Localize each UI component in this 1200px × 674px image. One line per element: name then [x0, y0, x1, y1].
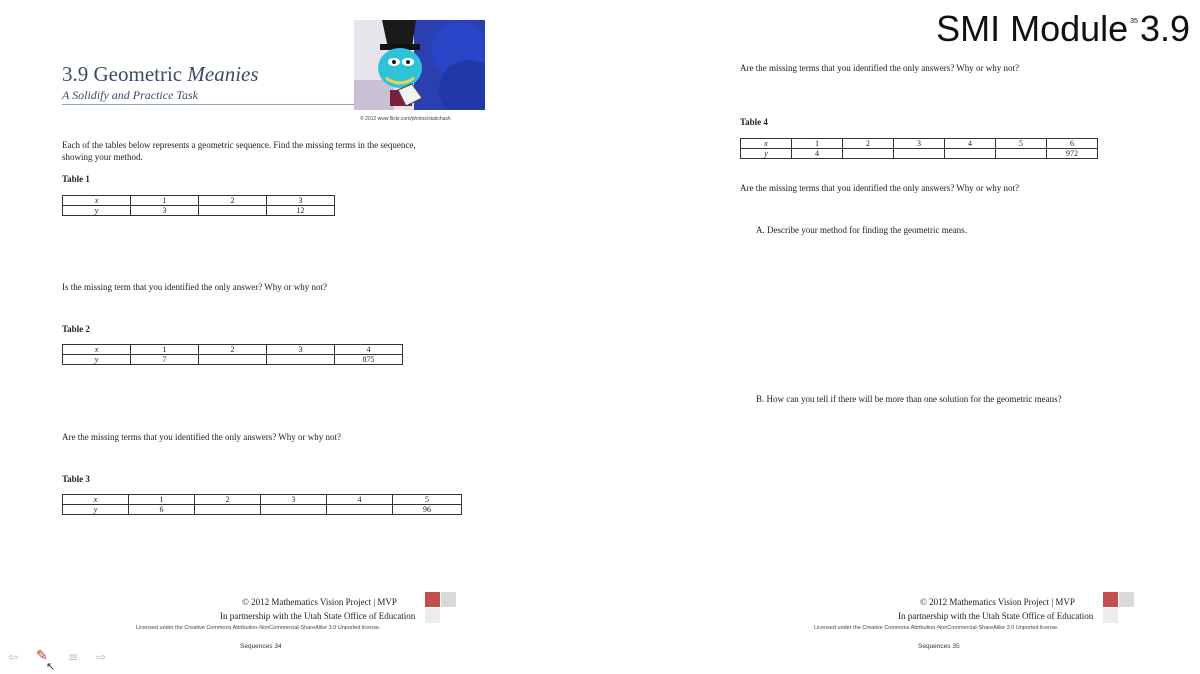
- table-cell: 4: [792, 149, 843, 159]
- table-cell: 972: [1047, 149, 1098, 159]
- table-cell: [945, 149, 996, 159]
- table-cell: 5: [996, 139, 1047, 149]
- table-row: [63, 345, 403, 355]
- table-cell: 7: [131, 355, 199, 365]
- mvp-logo-square: [425, 608, 440, 623]
- question-2: Are the missing terms that you identified the only answers? Why or why not?: [62, 432, 342, 442]
- table-row: [63, 505, 462, 515]
- mvp-logo-square: [1103, 608, 1118, 623]
- table-cell: y: [741, 149, 792, 159]
- table-3: [62, 494, 462, 515]
- table-4-label: Table 4: [740, 117, 768, 127]
- table-cell: [195, 505, 261, 515]
- task-title-number: 3.9 Geometric: [62, 62, 183, 86]
- task-title: [62, 62, 259, 87]
- table-row: [63, 196, 335, 206]
- next-slide-icon[interactable]: ⇨: [96, 650, 107, 664]
- task-title-italic: Meanies: [187, 62, 259, 86]
- page-number-right: Sequences 35: [918, 643, 960, 650]
- mvp-logo-square: [1103, 592, 1118, 607]
- module-title-prefix: SMI Module: [936, 8, 1129, 49]
- table-row: [741, 149, 1098, 159]
- meanie-photo: [354, 20, 485, 110]
- question-1: Is the missing term that you identified the only answer? Why or why not?: [62, 282, 328, 292]
- table-cell: 3: [267, 196, 335, 206]
- table-2: [62, 344, 403, 365]
- task-subtitle: A Solidify and Practice Task: [62, 88, 198, 102]
- table-cell: 4: [335, 345, 403, 355]
- page-number-left: Sequences 34: [240, 643, 282, 650]
- footer-partnership-left: In partnership with the Utah State Office of Education: [220, 611, 416, 621]
- table-3-label: Table 3: [62, 474, 90, 484]
- table-cell: 3: [267, 345, 335, 355]
- table-cell: [843, 149, 894, 159]
- table-row: [741, 139, 1098, 149]
- table-cell: [199, 206, 267, 216]
- cursor-icon: ↖: [46, 660, 56, 673]
- table-cell: 1: [131, 196, 199, 206]
- table-cell: 1: [131, 345, 199, 355]
- table-cell: [267, 355, 335, 365]
- table-cell: [894, 149, 945, 159]
- question-top-right: Are the missing terms that you identified the only answers? Why or why not?: [740, 63, 1020, 73]
- module-title-sup: 35: [1130, 18, 1138, 25]
- table-cell: x: [63, 345, 131, 355]
- title-divider: [62, 104, 354, 105]
- prev-slide-icon[interactable]: ⇦: [8, 650, 19, 664]
- table-cell: 2: [199, 345, 267, 355]
- footer-copyright-left: © 2012 Mathematics Vision Project | MVP: [242, 597, 397, 607]
- mvp-logo-square: [441, 592, 456, 607]
- table-cell: x: [63, 196, 131, 206]
- table-cell: 875: [335, 355, 403, 365]
- table-cell: x: [63, 495, 129, 505]
- table-cell: 3: [131, 206, 199, 216]
- table-cell: 3: [261, 495, 327, 505]
- footer-copyright-right: © 2012 Mathematics Vision Project | MVP: [920, 597, 1075, 607]
- menu-icon[interactable]: ≡: [68, 650, 79, 664]
- table-row: [63, 355, 403, 365]
- table-cell: 1: [129, 495, 195, 505]
- table-cell: y: [63, 206, 131, 216]
- mvp-logo-square: [1119, 592, 1134, 607]
- table-cell: 3: [894, 139, 945, 149]
- part-b: B. How can you tell if there will be more than one solution for the geometric means?: [756, 394, 1062, 404]
- table-cell: y: [63, 505, 129, 515]
- table-2-label: Table 2: [62, 324, 90, 334]
- table-cell: [996, 149, 1047, 159]
- instructions-line-2: showing your method.: [62, 152, 143, 162]
- table-cell: [199, 355, 267, 365]
- table-cell: 1: [792, 139, 843, 149]
- table-cell: 12: [267, 206, 335, 216]
- table-cell: x: [741, 139, 792, 149]
- part-a: A. Describe your method for finding the geometric means.: [756, 225, 967, 235]
- table-4: [740, 138, 1098, 159]
- footer-license-left: Licensed under the Creative Commons Attribution-NonCommercial-ShareAlike 3.0 Unported license.: [136, 625, 381, 631]
- instructions-line-1: Each of the tables below represents a geometric sequence. Find the missing terms in the sequence,: [62, 140, 416, 150]
- table-cell: y: [63, 355, 131, 365]
- table-cell: 5: [393, 495, 462, 505]
- module-title-number: 3.9: [1139, 8, 1190, 49]
- table-cell: [261, 505, 327, 515]
- footer-license-right: Licensed under the Creative Commons Attribution-NonCommercial-ShareAlike 3.0 Unported license.: [814, 625, 1059, 631]
- table-1-label: Table 1: [62, 174, 90, 184]
- table-cell: 4: [945, 139, 996, 149]
- table-1: [62, 195, 335, 216]
- photo-credit: © 2012 www.flickr.com/photos/statichash: [360, 116, 451, 122]
- mvp-logo-square: [425, 592, 440, 607]
- table-cell: 6: [1047, 139, 1098, 149]
- table-cell: 2: [195, 495, 261, 505]
- table-row: [63, 495, 462, 505]
- table-cell: 2: [199, 196, 267, 206]
- pen-icon[interactable]: ✎: [36, 648, 48, 664]
- table-cell: 96: [393, 505, 462, 515]
- table-cell: 6: [129, 505, 195, 515]
- table-row: [63, 206, 335, 216]
- footer-partnership-right: In partnership with the Utah State Office of Education: [898, 611, 1094, 621]
- module-title: [936, 8, 1190, 50]
- question-3: Are the missing terms that you identified the only answers? Why or why not?: [740, 183, 1020, 193]
- table-cell: 2: [843, 139, 894, 149]
- table-cell: [327, 505, 393, 515]
- table-cell: 4: [327, 495, 393, 505]
